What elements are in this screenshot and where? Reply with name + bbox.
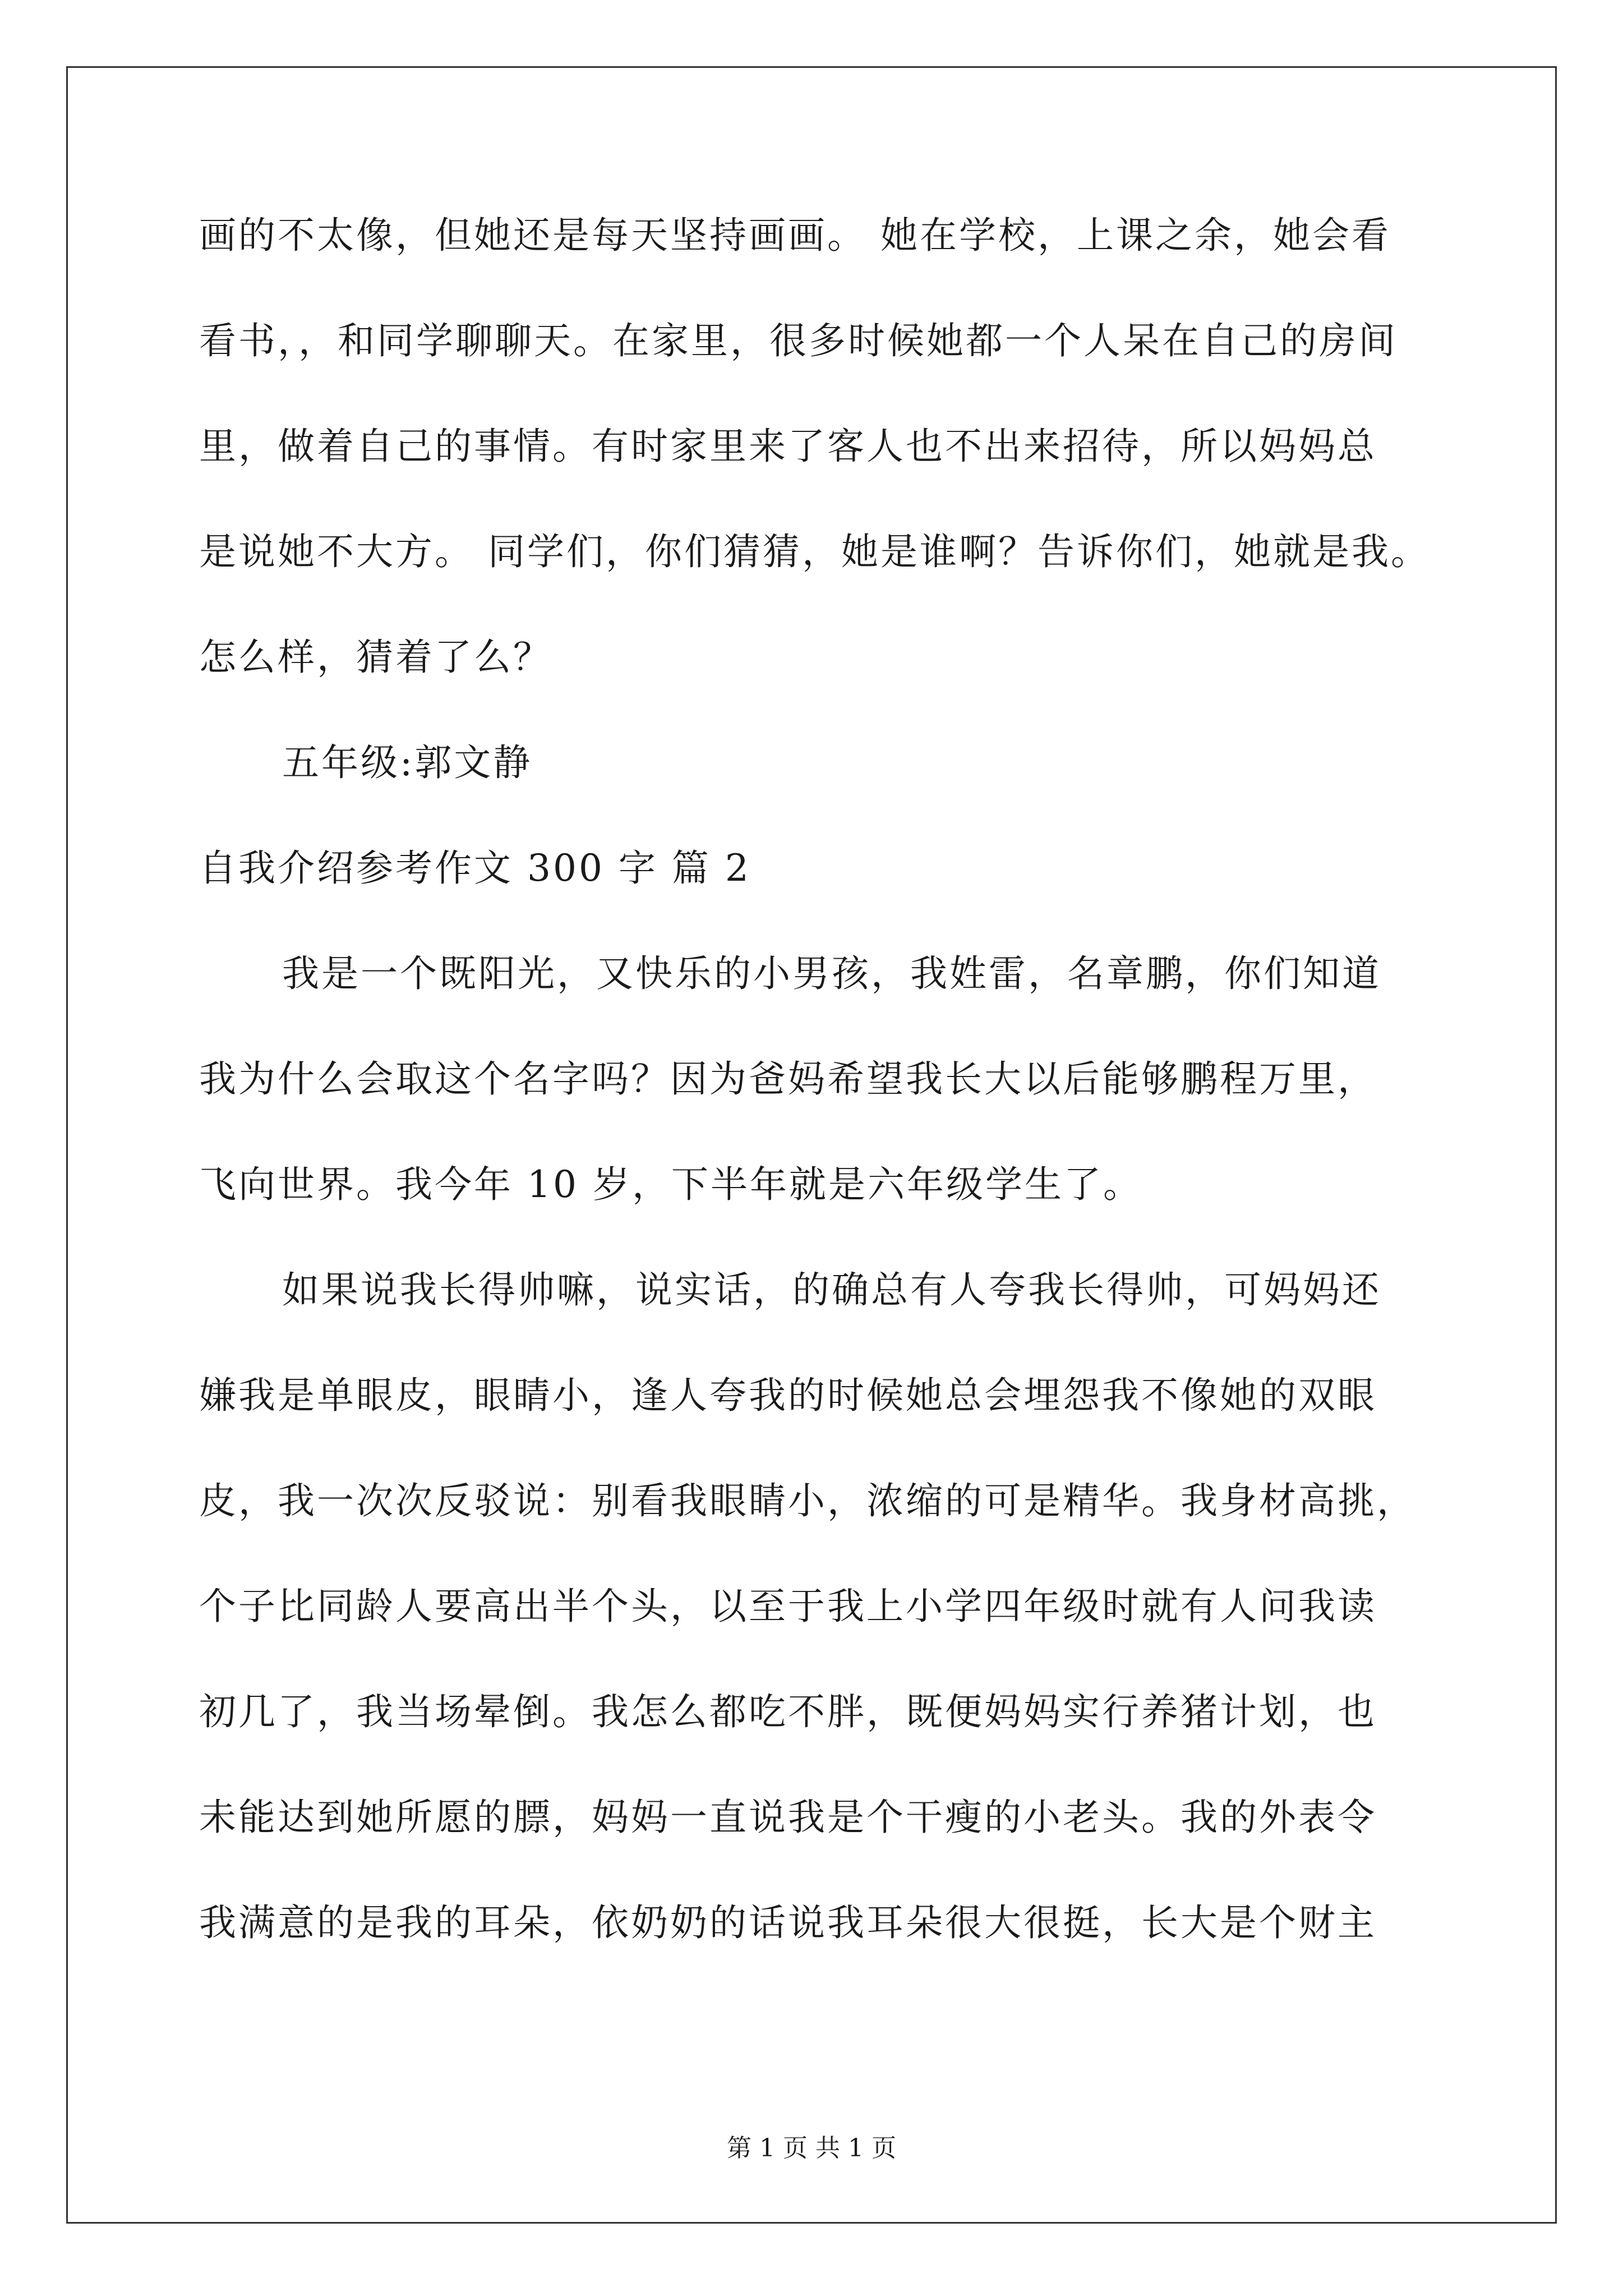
paragraph-1-line-4: 是说她不大方。 同学们，你们猜猜，她是谁啊？告诉你们，她就是我。 xyxy=(199,530,1430,573)
paragraph-3-line-7: 我满意的是我的耳朵，依奶奶的话说我耳朵很大很挺，长大是个财主 xyxy=(199,1901,1377,1944)
paragraph-1-line-2: 看书，，和同学聊聊天。在家里，很多时候她都一个人呆在自己的房间 xyxy=(199,319,1398,362)
section-heading: 自我介绍参考作文 300 字 篇 2 xyxy=(199,846,751,890)
author-signature: 五年级:郭文静 xyxy=(282,741,533,784)
paragraph-1-line-3: 里，做着自己的事情。有时家里来了客人也不出来招待，所以妈妈总 xyxy=(199,425,1377,468)
paragraph-3-line-1: 如果说我长得帅嘛，说实话，的确总有人夸我长得帅，可妈妈还 xyxy=(282,1268,1381,1312)
page-footer xyxy=(0,2132,1623,2165)
paragraph-3-line-3: 皮，我一次次反驳说：别看我眼睛小，浓缩的可是精华。我身材高挑， xyxy=(199,1479,1416,1522)
paragraph-2-line-2: 我为什么会取这个名字吗？因为爸妈希望我长大以后能够鹏程万里， xyxy=(199,1057,1377,1101)
paragraph-3-line-5: 初几了，我当场晕倒。我怎么都吃不胖，既便妈妈实行养猪计划，也 xyxy=(199,1690,1377,1733)
paragraph-1-line-1: 画的不太像，但她还是每天坚持画画。 她在学校，上课之余，她会看 xyxy=(199,214,1391,257)
paragraph-3-line-4: 个子比同龄人要高出半个头，以至于我上小学四年级时就有人问我读 xyxy=(199,1585,1377,1628)
paragraph-3-line-6: 未能达到她所愿的膘，妈妈一直说我是个干瘦的小老头。我的外表令 xyxy=(199,1796,1377,1839)
paragraph-3-line-2: 嫌我是单眼皮，眼睛小，逢人夸我的时候她总会埋怨我不像她的双眼 xyxy=(199,1374,1377,1417)
paragraph-2-line-3: 飞向世界。我今年 10 岁，下半年就是六年级学生了。 xyxy=(199,1163,1142,1206)
paragraph-1-line-5: 怎么样，猜着了么？ xyxy=(199,636,552,679)
page-number-label: 第 1 页 共 1 页 xyxy=(727,2134,896,2162)
paragraph-2-line-1: 我是一个既阳光，又快乐的小男孩，我姓雷，名章鹏，你们知道 xyxy=(282,952,1381,995)
